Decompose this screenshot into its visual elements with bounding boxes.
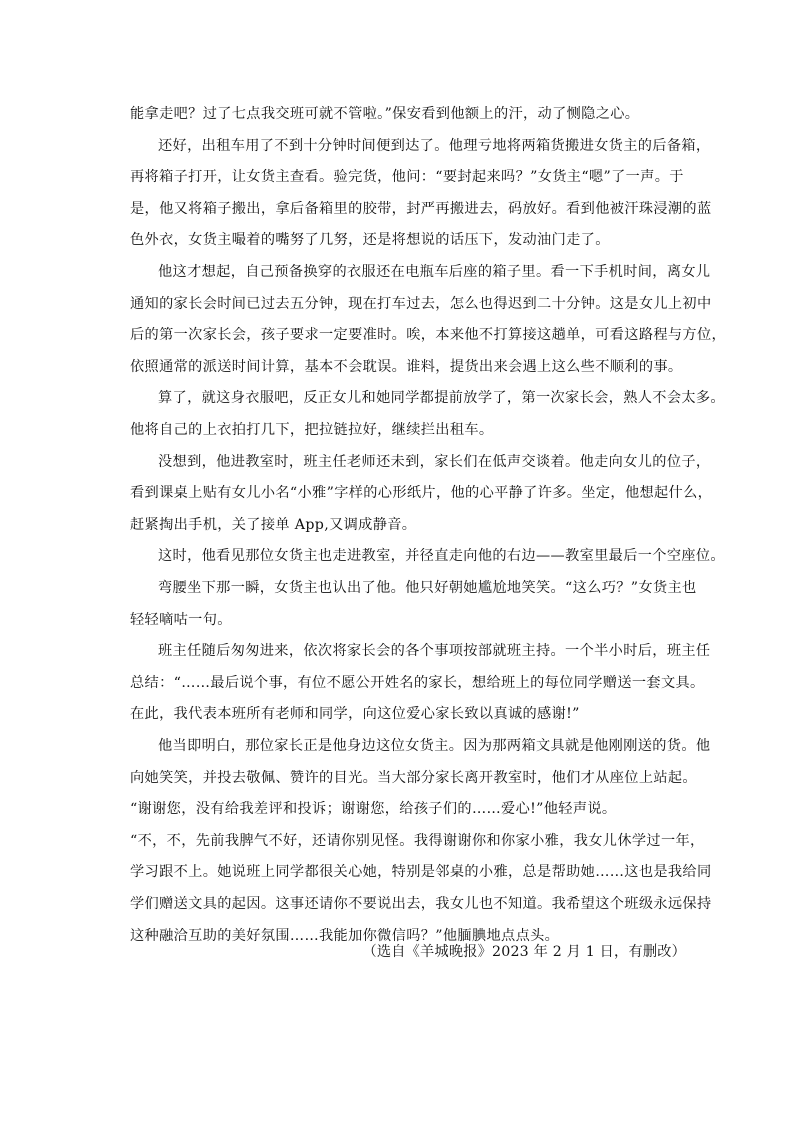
text-line: 后的第一次家长会，孩子要求一定要准时。唉，本来他不打算接这趟单，可看这路程与方位， bbox=[130, 327, 727, 344]
text-line: 是，他又将箱子搬出，拿后备箱里的胶带，封严再搬进去，码放好。看到他被汗珠浸潮的蓝 bbox=[130, 200, 712, 217]
text-line: 学习跟不上。她说班上同学都很关心她，特别是邻桌的小雅，总是帮助她……这也是我给同 bbox=[130, 864, 712, 881]
text-line: 色外衣，女货主嘬着的嘴努了几努，还是将想说的话压下，发动油门走了。 bbox=[130, 232, 610, 249]
text-line: 他当即明白，那位家长正是他身边这位女货主。因为那两箱文具就是他刚刚送的货。他 bbox=[158, 738, 711, 754]
text-line: 向她笑笑，并投去敬佩、赞许的目光。当大部分家长离开教室时，他们才从座位上站起。 bbox=[130, 769, 697, 786]
text-line: 弯腰坐下那一瞬，女货主也认出了他。他只好朝她尴尬地笑笑。“这么巧？”女货主也 bbox=[158, 580, 697, 596]
text-line: 没想到，他进教室时，班主任老师还未到，家长们在低声交谈着。他走向女儿的位子， bbox=[158, 453, 711, 470]
text-line: 还好，出租车用了不到十分钟时间便到达了。他理亏地将两箱货搬进女货主的后备箱， bbox=[158, 137, 711, 154]
text-line: 依照通常的派送时间计算，基本不会耽误。谁料，提货出来会遇上这么些不顺利的事。 bbox=[130, 358, 683, 375]
text-line: 能拿走吧？过了七点我交班可就不管啦。”保安看到他额上的汗，动了恻隐之心。 bbox=[130, 106, 640, 122]
text-line: 学们赠送文具的起因。这事还请你不要说出去，我女儿也不知道。我希望这个班级永远保持 bbox=[130, 896, 712, 912]
text-line: 总结：“……最后说个事，有位不愿公开姓名的家长，想给班上的每位同学赠送一套文具。 bbox=[130, 674, 705, 691]
text-line: 这种融洽互助的美好氛围……我能加你微信吗？”他腼腆地点点头。 bbox=[130, 927, 560, 944]
text-line: 算了，就这身衣服吧，反正女儿和她同学都提前放学了，第一次家长会，熟人不会太多。 bbox=[158, 390, 725, 407]
text-line: 看到课桌上贴有女儿小名“小雅”字样的心形纸片，他的心平静了许多。坐定，他想起什么， bbox=[130, 485, 713, 502]
text-line: 在此，我代表本班所有老师和同学，向这位爱心家长致以真诚的感谢!” bbox=[130, 706, 580, 723]
text-line: 班主任随后匆匆进来，依次将家长会的各个事项按部就班主持。一个半小时后，班主任 bbox=[158, 643, 711, 660]
text-line: 这时，他看见那位女货主也走进教室，并径直走向他的右边——教室里最后一个空座位。 bbox=[158, 548, 725, 565]
source-citation: （选自《羊城晚报》2023 年 2 月 1 日，有删改） bbox=[362, 944, 686, 960]
text-line: 通知的家长会时间已过去五分钟，现在打车过去，怎么也得迟到二十分钟。这是女儿上初中 bbox=[130, 295, 712, 312]
text-line: 他这才想起，自己预备换穿的衣服还在电瓶车后座的箱子里。看一下手机时间，离女儿 bbox=[158, 264, 711, 280]
text-line: 他将自己的上衣拍打几下，把拉链拉好，继续拦出租车。 bbox=[130, 422, 494, 438]
text-line: “谢谢您，没有给我差评和投诉；谢谢您，给孩子们的……爱心!”他轻声说。 bbox=[130, 801, 617, 818]
text-line: 再将箱子打开，让女货主查看。验完货，他问：“要封起来吗？”女货主“嗯”了一声。于 bbox=[130, 169, 684, 186]
text-line: 轻轻嘀咕一句。 bbox=[130, 611, 232, 628]
text-line: “不，不，先前我脾气不好，还请你别见怪。我得谢谢你和你家小雅，我女儿休学过一年， bbox=[130, 832, 705, 849]
text-line: 赶紧掏出手机，关了接单 App,又调成静音。 bbox=[130, 516, 417, 533]
